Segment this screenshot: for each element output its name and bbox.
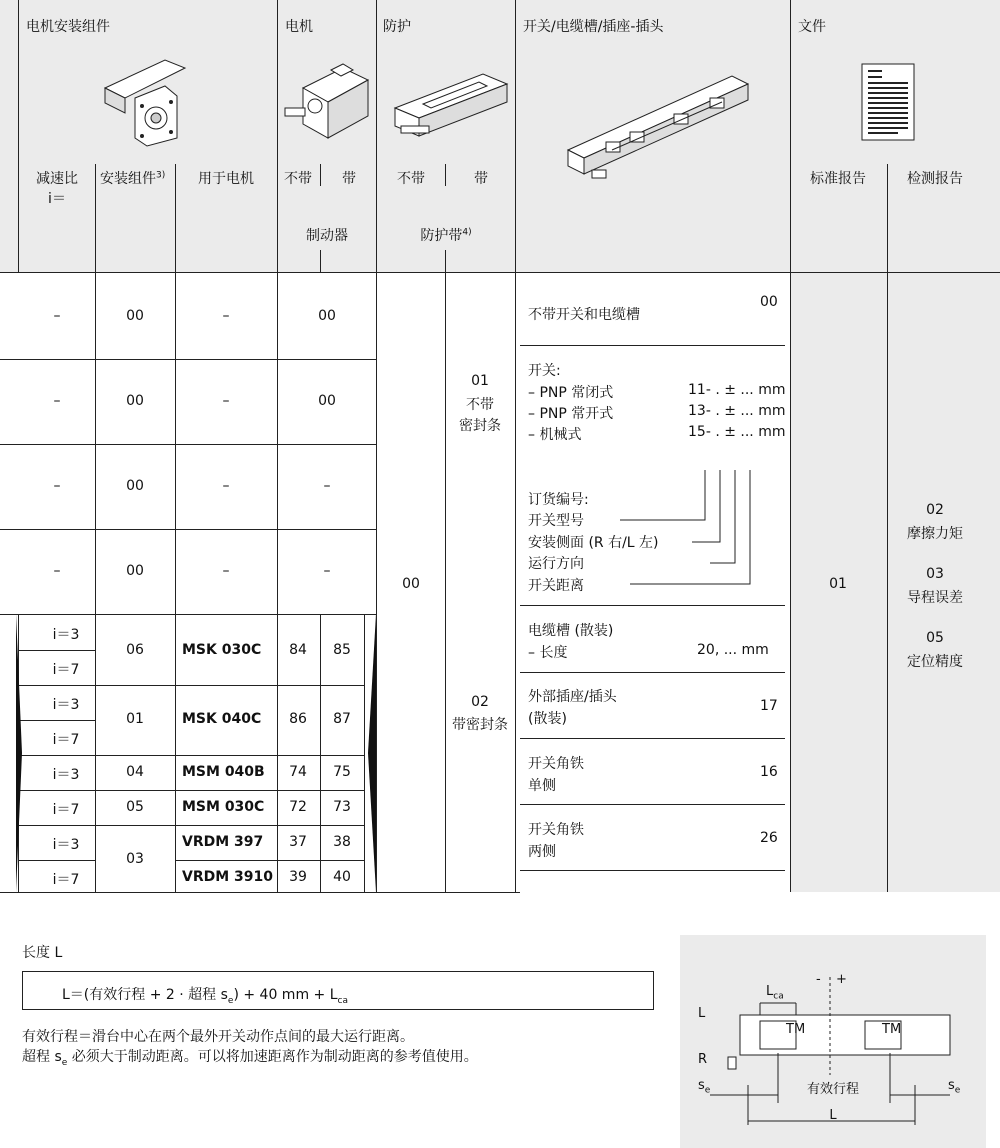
- switch-item-code: 11- . ± ... mm: [688, 382, 786, 398]
- switch-item: – PNP 常闭式: [528, 385, 614, 401]
- order-title: 订货编号:: [528, 492, 589, 508]
- protection-opt2-label: 带密封条: [452, 717, 508, 733]
- note-line1: 有效行程＝滑台中心在两个最外开关动作点间的最大运行距离。: [22, 1029, 414, 1045]
- motor-without-label: 不带: [284, 171, 312, 187]
- motor-code-cell: 00: [318, 393, 336, 409]
- protection-opt1-code: 01: [471, 373, 489, 389]
- motor-cell: MSM 030C: [182, 799, 265, 815]
- length-title: 长度 L: [22, 945, 63, 961]
- protection-opt1-line1: 不带: [466, 397, 494, 413]
- test-label: 导程误差: [907, 590, 963, 606]
- ratio-cell: –: [53, 563, 61, 579]
- motor-cell: –: [222, 393, 230, 409]
- kit-cell: 00: [126, 563, 144, 579]
- switch-item: – PNP 常开式: [528, 406, 614, 422]
- kit-cell: 00: [126, 308, 144, 324]
- motor-cell: MSK 030C: [182, 642, 262, 658]
- test-label: 定位精度: [907, 654, 963, 670]
- diagram-se-right: $s_e$: [948, 1078, 961, 1096]
- ratio-label: 减速比: [36, 171, 78, 187]
- mount-kit-label: 安装组件$^{3)}$: [100, 170, 166, 187]
- without-brake-cell: 39: [289, 869, 307, 885]
- formula: L＝(有效行程 + 2 · 超程 $s_e) + 40$ mm + $L_{ca}$: [62, 987, 348, 1006]
- switch-title: 开关:: [528, 363, 561, 379]
- without-brake-cell: 37: [289, 834, 307, 850]
- no-switch-label: 不带开关和电缆槽: [528, 307, 640, 323]
- angle1-line1: 开关角铁: [528, 756, 584, 772]
- without-brake-cell: 74: [289, 764, 307, 780]
- note-line2: 超程 $s_e$ 必须大于制动距离。可以将加速距离作为制动距离的参考值使用。: [22, 1049, 478, 1068]
- ratio-cell: –: [53, 393, 61, 409]
- ratio-cell: i＝7: [52, 662, 80, 678]
- brake-label: 制动器: [306, 228, 348, 244]
- prot-with-label: 带: [474, 171, 488, 187]
- switch-illustration: [562, 70, 752, 190]
- with-brake-cell: 75: [333, 764, 351, 780]
- motor-code-cell: 00: [318, 308, 336, 324]
- ratio-cell: –: [53, 308, 61, 324]
- motor-cell: –: [222, 478, 230, 494]
- col-motor-title: 电机: [285, 19, 313, 35]
- docs-bg: [790, 272, 1000, 892]
- switch-item: – 机械式: [528, 427, 582, 443]
- with-brake-cell: 85: [333, 642, 351, 658]
- bracket-left: [16, 614, 26, 892]
- ratio-cell: i＝7: [52, 732, 80, 748]
- motor-cell: MSM 040B: [182, 764, 265, 780]
- order-item: 开关距离: [528, 578, 584, 594]
- motor-cell: VRDM 3910: [182, 869, 274, 885]
- ratio-cell: i＝3: [52, 697, 80, 713]
- diagram-tm-right: TM: [882, 1022, 902, 1037]
- cable-title: 电缆槽 (散装): [528, 623, 614, 639]
- diagram-R: R: [698, 1052, 708, 1067]
- kit-cell: 04: [126, 764, 144, 780]
- without-brake-cell: 72: [289, 799, 307, 815]
- motor-cell: VRDM 397: [182, 834, 264, 850]
- diagram-minus: -: [816, 972, 821, 987]
- switch-item-code: 15- . ± ... mm: [688, 424, 786, 440]
- socket-line2: (散装): [528, 711, 567, 727]
- cable-code: 20, ... mm: [697, 642, 769, 658]
- std-report-label: 标准报告: [810, 171, 866, 187]
- col-motor-mount-title: 电机安装组件: [26, 19, 110, 35]
- order-item: 开关型号: [528, 513, 584, 529]
- ratio-cell: i＝3: [52, 627, 80, 643]
- protection-illustration: [383, 68, 511, 148]
- with-brake-cell: 40: [333, 869, 351, 885]
- ratio-cell: –: [53, 478, 61, 494]
- test-code: 05: [926, 630, 944, 646]
- diagram-lca: $L_{ca}$: [766, 984, 784, 1002]
- kit-cell: 00: [126, 393, 144, 409]
- ratio-symbol: i＝: [48, 191, 66, 207]
- ratio-cell: i＝7: [52, 872, 80, 888]
- diagram-L-left: L: [698, 1006, 706, 1021]
- diagram-plus: +: [836, 972, 847, 987]
- motor-code-cell: –: [323, 478, 331, 494]
- motor-with-label: 带: [342, 171, 356, 187]
- motor-code-cell: –: [323, 563, 331, 579]
- order-item: 运行方向: [528, 556, 584, 572]
- for-motor-label: 用于电机: [198, 171, 254, 187]
- protection-opt2-code: 02: [471, 694, 489, 710]
- angle1-code: 16: [760, 764, 778, 780]
- test-label: 摩擦力矩: [907, 526, 963, 542]
- socket-code: 17: [760, 698, 778, 714]
- order-item: 安装侧面 (R 右/L 左): [528, 535, 659, 551]
- cable-length: – 长度: [528, 645, 568, 661]
- without-brake-cell: 84: [289, 642, 307, 658]
- angle2-code: 26: [760, 830, 778, 846]
- diagram-se-left: $s_e$: [698, 1078, 711, 1096]
- no-switch-code: 00: [760, 294, 778, 310]
- prot-strip-label: 防护带$^{4)}$: [420, 227, 472, 244]
- with-brake-cell: 38: [333, 834, 351, 850]
- protection-opt1-line2: 密封条: [459, 418, 501, 434]
- switch-item-code: 13- . ± ... mm: [688, 403, 786, 419]
- motor-illustration: [283, 58, 373, 143]
- socket-line1: 外部插座/插头: [528, 689, 617, 705]
- angle1-line2: 单侧: [528, 778, 556, 794]
- order-leader-lines: [600, 465, 760, 590]
- col-docs-title: 文件: [798, 19, 826, 35]
- angle2-line2: 两侧: [528, 844, 556, 860]
- kit-cell: 06: [126, 642, 144, 658]
- without-brake-cell: 86: [289, 711, 307, 727]
- protection-code: 00: [402, 576, 420, 592]
- motor-cell: –: [222, 563, 230, 579]
- test-code: 03: [926, 566, 944, 582]
- col-protection-title: 防护: [383, 19, 411, 35]
- with-brake-cell: 73: [333, 799, 351, 815]
- ratio-cell: i＝3: [52, 767, 80, 783]
- kit-cell: 01: [126, 711, 144, 727]
- ratio-cell: i＝7: [52, 802, 80, 818]
- test-report-label: 检测报告: [907, 171, 963, 187]
- motor-cell: MSK 040C: [182, 711, 262, 727]
- diagram-tm-left: TM: [786, 1022, 806, 1037]
- motor-mount-illustration: [95, 58, 195, 148]
- angle2-line1: 开关角铁: [528, 822, 584, 838]
- kit-cell: 00: [126, 478, 144, 494]
- col-switch-title: 开关/电缆槽/插座-插头: [523, 19, 664, 35]
- kit-cell: 03: [126, 851, 144, 867]
- bracket-right: [364, 614, 376, 892]
- diagram-L-bottom: L: [829, 1108, 837, 1123]
- std-report-code: 01: [829, 576, 847, 592]
- kit-cell: 05: [126, 799, 144, 815]
- prot-without-label: 不带: [397, 171, 425, 187]
- ratio-cell: i＝3: [52, 837, 80, 853]
- motor-cell: –: [222, 308, 230, 324]
- diagram-stroke: 有效行程: [806, 1082, 860, 1097]
- test-code: 02: [926, 502, 944, 518]
- document-icon: [860, 62, 916, 142]
- with-brake-cell: 87: [333, 711, 351, 727]
